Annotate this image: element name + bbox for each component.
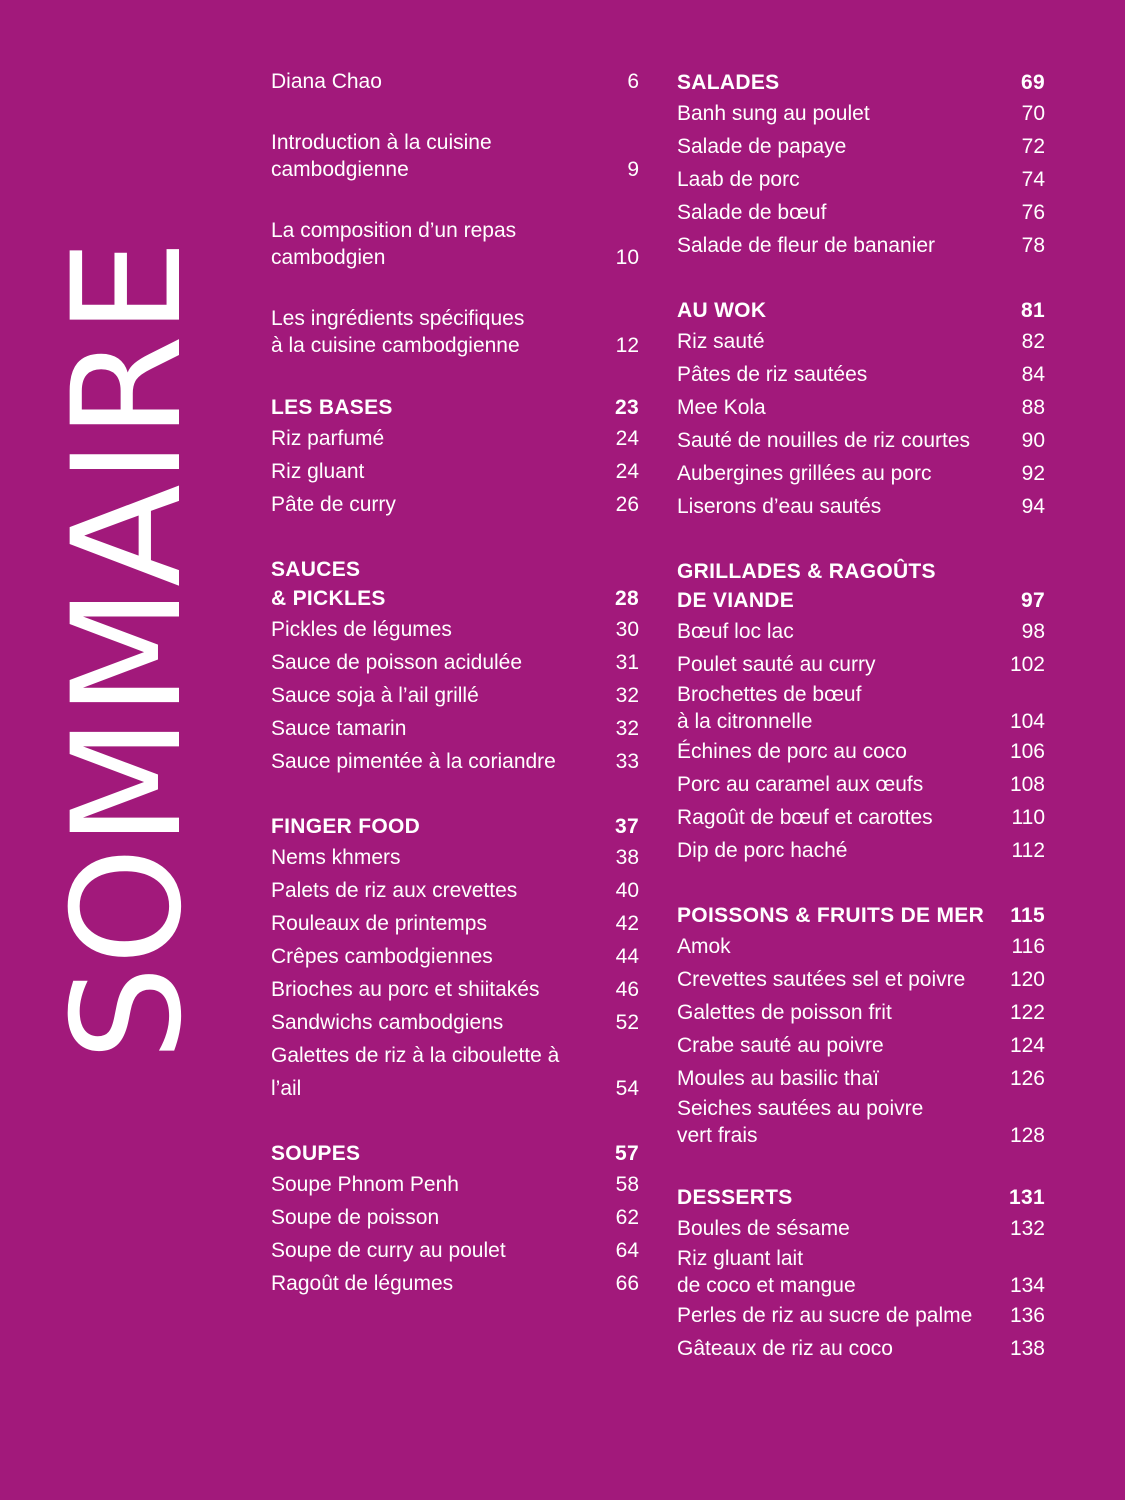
toc-entry[interactable]: [271, 1039, 639, 1105]
toc-section: [271, 393, 639, 521]
entry-title: Pâte de curry: [271, 493, 396, 516]
toc-entry[interactable]: [677, 615, 1045, 648]
entry-page: 134: [1009, 1274, 1045, 1297]
toc-entry[interactable]: [271, 1201, 639, 1234]
toc-entry[interactable]: [271, 217, 639, 271]
entry-page: 74: [1021, 168, 1045, 191]
entry-page: 32: [615, 684, 639, 707]
entry-page: 106: [1009, 740, 1045, 763]
entry-page: 90: [1021, 429, 1045, 452]
toc-entry[interactable]: [271, 1267, 639, 1300]
entry-title: Soupe Phnom Penh: [271, 1173, 459, 1196]
toc-entry[interactable]: [271, 455, 639, 488]
page-title: SOMMAIRE: [41, 239, 215, 1061]
entry-title: Dip de porc haché: [677, 839, 848, 862]
toc-entry[interactable]: [677, 457, 1045, 490]
section-heading-title: FINGER FOOD: [271, 815, 421, 838]
section-heading-page: 37: [615, 815, 639, 838]
toc-entry[interactable]: [271, 712, 639, 745]
entry-title: Liserons d’eau sautés: [677, 495, 882, 518]
toc-entry[interactable]: [271, 613, 639, 646]
entry-page: 42: [615, 912, 639, 935]
toc-section: [677, 557, 1045, 867]
entry-title: Soupe de poisson: [271, 1206, 440, 1229]
entry-page: 46: [615, 978, 639, 1001]
entry-title: Ragoût de légumes: [271, 1272, 454, 1295]
entry-page: 78: [1021, 234, 1045, 257]
section-heading-page: 97: [1021, 589, 1045, 612]
entry-title: Ragoût de bœuf et carottes: [677, 806, 933, 829]
toc-entry[interactable]: [677, 490, 1045, 523]
toc-entry[interactable]: [271, 305, 639, 359]
toc-entry[interactable]: [271, 1006, 639, 1039]
entry-page: 104: [1009, 710, 1045, 733]
entry-title: Gâteaux de riz au coco: [677, 1337, 893, 1360]
section-heading[interactable]: [677, 1183, 1045, 1212]
toc-entry[interactable]: [271, 874, 639, 907]
section-heading-page: 28: [615, 587, 639, 610]
entry-title: Salade de fleur de bananier: [677, 234, 936, 257]
entry-page: 30: [615, 618, 639, 641]
toc-entry[interactable]: [677, 834, 1045, 867]
entry-page: 82: [1021, 330, 1045, 353]
entry-page: 108: [1009, 773, 1045, 796]
toc-entry[interactable]: [677, 735, 1045, 768]
entry-page: 10: [615, 246, 639, 269]
entry-page: 33: [615, 750, 639, 773]
entry-title: Poulet sauté au curry: [677, 653, 876, 676]
toc-entry[interactable]: [677, 1095, 1045, 1149]
toc-section: [677, 901, 1045, 1149]
toc-entry[interactable]: [677, 130, 1045, 163]
entry-title: Sauce soja à l’ail grillé: [271, 684, 479, 707]
entry-title: Introduction à la cuisine cambodgienne: [271, 131, 492, 181]
section-heading[interactable]: [271, 812, 639, 841]
entry-page: 92: [1021, 462, 1045, 485]
entry-title: Banh sung au poulet: [677, 102, 870, 125]
entry-title: Moules au basilic thaï: [677, 1067, 879, 1090]
section-heading[interactable]: [677, 68, 1045, 97]
section-heading[interactable]: [271, 555, 639, 613]
section-heading-title: LES BASES: [271, 396, 393, 419]
toc-entry[interactable]: [677, 801, 1045, 834]
entry-title: Riz sauté: [677, 330, 765, 353]
entry-title: Crabe sauté au poivre: [677, 1034, 884, 1057]
toc-left-column: [271, 68, 639, 1334]
toc-entry[interactable]: [271, 679, 639, 712]
toc-entry[interactable]: [677, 424, 1045, 457]
section-heading[interactable]: [677, 901, 1045, 930]
entry-title: Pâtes de riz sautées: [677, 363, 868, 386]
entry-title: Brioches au porc et shiitakés: [271, 978, 540, 1001]
section-heading-title: DESSERTS: [677, 1186, 793, 1209]
toc-entry[interactable]: [271, 1168, 639, 1201]
toc-entry[interactable]: [271, 68, 639, 95]
entry-title: Riz gluant: [271, 460, 365, 483]
toc-entry[interactable]: [677, 163, 1045, 196]
toc-entry[interactable]: [271, 488, 639, 521]
entry-title: Galettes de poisson frit: [677, 1001, 892, 1024]
toc-right-column: [677, 68, 1045, 1399]
toc-entry[interactable]: [271, 841, 639, 874]
toc-entry[interactable]: [271, 422, 639, 455]
toc-entry[interactable]: [271, 646, 639, 679]
entry-page: 40: [615, 879, 639, 902]
entry-page: 98: [1021, 620, 1045, 643]
section-heading-title: SOUPES: [271, 1142, 361, 1165]
section-heading-title: GRILLADES & RAGOÛTS DE VIANDE: [677, 560, 936, 612]
toc-entry[interactable]: [271, 907, 639, 940]
section-heading[interactable]: [271, 1139, 639, 1168]
toc-entry[interactable]: [677, 930, 1045, 963]
entry-title: Sauce de poisson acidulée: [271, 651, 523, 674]
toc-entry[interactable]: [677, 1245, 1045, 1299]
entry-title: Pickles de légumes: [271, 618, 452, 641]
toc-entry[interactable]: [677, 1212, 1045, 1245]
entry-title: Rouleaux de printemps: [271, 912, 487, 935]
entry-page: 26: [615, 493, 639, 516]
entry-title: Laab de porc: [677, 168, 800, 191]
entry-page: 58: [615, 1173, 639, 1196]
entry-page: 124: [1009, 1034, 1045, 1057]
entry-page: 64: [615, 1239, 639, 1262]
toc-entry[interactable]: [677, 1299, 1045, 1332]
entry-page: 126: [1009, 1067, 1045, 1090]
entry-title: Nems khmers: [271, 846, 401, 869]
entry-page: 116: [1011, 935, 1045, 958]
section-heading-page: 57: [615, 1142, 639, 1165]
toc-entry[interactable]: [677, 996, 1045, 1029]
toc-entry[interactable]: [677, 681, 1045, 735]
toc-entry[interactable]: [677, 1332, 1045, 1365]
entry-title: Sauce tamarin: [271, 717, 407, 740]
entry-page: 128: [1009, 1124, 1045, 1147]
entry-page: 136: [1009, 1304, 1045, 1327]
entry-page: 12: [615, 334, 639, 357]
section-heading-title: SALADES: [677, 71, 780, 94]
entry-page: 72: [1021, 135, 1045, 158]
toc-section: [677, 68, 1045, 262]
entry-page: 24: [615, 427, 639, 450]
entry-title: Brochettes de bœuf à la citronnelle: [677, 683, 862, 733]
toc-entry[interactable]: [677, 1029, 1045, 1062]
entry-page: 66: [615, 1272, 639, 1295]
entry-page: 84: [1021, 363, 1045, 386]
toc-entry[interactable]: [271, 1234, 639, 1267]
toc-section: [677, 1183, 1045, 1365]
section-heading-page: 23: [615, 396, 639, 419]
entry-page: 38: [615, 846, 639, 869]
entry-title: Sauce pimentée à la coriandre: [271, 750, 556, 773]
section-heading-page: 131: [1009, 1186, 1045, 1209]
entry-page: 54: [615, 1077, 639, 1100]
entry-page: 122: [1009, 1001, 1045, 1024]
entry-page: 112: [1011, 839, 1045, 862]
section-heading[interactable]: [677, 296, 1045, 325]
toc-entry[interactable]: [677, 229, 1045, 262]
toc-intro: [271, 68, 639, 359]
entry-title: Porc au caramel aux œufs: [677, 773, 924, 796]
section-heading-title: AU WOK: [677, 299, 767, 322]
entry-page: 62: [615, 1206, 639, 1229]
section-heading-title: POISSONS & FRUITS DE MER: [677, 904, 985, 927]
entry-page: 88: [1021, 396, 1045, 419]
toc-entry[interactable]: [271, 940, 639, 973]
entry-page: 24: [615, 460, 639, 483]
section-heading-page: 115: [1010, 904, 1045, 927]
toc-entry[interactable]: [271, 129, 639, 183]
entry-title: Palets de riz aux crevettes: [271, 879, 518, 902]
toc-entry[interactable]: [271, 973, 639, 1006]
entry-page: 138: [1009, 1337, 1045, 1360]
toc-section: [271, 555, 639, 778]
entry-page: 52: [615, 1011, 639, 1034]
toc-section: [271, 812, 639, 1105]
entry-title: Galettes de riz à la ciboulette à l’ail: [271, 1044, 560, 1100]
entry-page: 94: [1021, 495, 1045, 518]
entry-page: 76: [1021, 201, 1045, 224]
toc-entry[interactable]: [677, 1062, 1045, 1095]
toc-entry[interactable]: [271, 745, 639, 778]
entry-title: Seiches sautées au poivre vert frais: [677, 1097, 924, 1147]
entry-page: 31: [615, 651, 639, 674]
entry-title: Boules de sésame: [677, 1217, 850, 1240]
entry-title: Riz gluant lait de coco et mangue: [677, 1247, 856, 1297]
entry-title: Amok: [677, 935, 731, 958]
toc-section: [677, 296, 1045, 523]
section-heading-title: SAUCES & PICKLES: [271, 558, 386, 610]
entry-page: 102: [1009, 653, 1045, 676]
toc-entry[interactable]: [677, 196, 1045, 229]
toc-entry[interactable]: [677, 97, 1045, 130]
toc-entry[interactable]: [677, 358, 1045, 391]
entry-title: Sandwichs cambodgiens: [271, 1011, 504, 1034]
entry-title: Aubergines grillées au porc: [677, 462, 932, 485]
toc-entry[interactable]: [677, 325, 1045, 358]
toc-entry[interactable]: [677, 768, 1045, 801]
entry-title: La composition d’un repas cambodgien: [271, 219, 517, 269]
entry-title: Soupe de curry au poulet: [271, 1239, 506, 1262]
entry-title: Salade de bœuf: [677, 201, 827, 224]
entry-title: Sauté de nouilles de riz courtes: [677, 429, 971, 452]
entry-page: 9: [627, 158, 639, 181]
entry-page: 6: [627, 70, 639, 93]
entry-title: Les ingrédients spécifiques à la cuisine cambodgienne: [271, 307, 525, 357]
entry-title: Bœuf loc lac: [677, 620, 794, 643]
entry-page: 32: [615, 717, 639, 740]
entry-page: 132: [1009, 1217, 1045, 1240]
section-heading[interactable]: [677, 557, 1045, 615]
toc-entry[interactable]: [677, 963, 1045, 996]
entry-page: 120: [1009, 968, 1045, 991]
entry-title: Mee Kola: [677, 396, 766, 419]
toc-entry[interactable]: [677, 648, 1045, 681]
entry-page: 70: [1021, 102, 1045, 125]
toc-entry[interactable]: [677, 391, 1045, 424]
entry-title: Crêpes cambodgiennes: [271, 945, 493, 968]
entry-page: 44: [615, 945, 639, 968]
section-heading-page: 69: [1021, 71, 1045, 94]
entry-title: Salade de papaye: [677, 135, 847, 158]
section-heading-page: 81: [1021, 299, 1045, 322]
entry-title: Diana Chao: [271, 70, 382, 93]
toc-section: [271, 1139, 639, 1300]
entry-title: Perles de riz au sucre de palme: [677, 1304, 973, 1327]
entry-title: Crevettes sautées sel et poivre: [677, 968, 966, 991]
entry-title: Riz parfumé: [271, 427, 385, 450]
entry-page: 110: [1011, 806, 1045, 829]
entry-title: Échines de porc au coco: [677, 740, 907, 763]
section-heading[interactable]: [271, 393, 639, 422]
